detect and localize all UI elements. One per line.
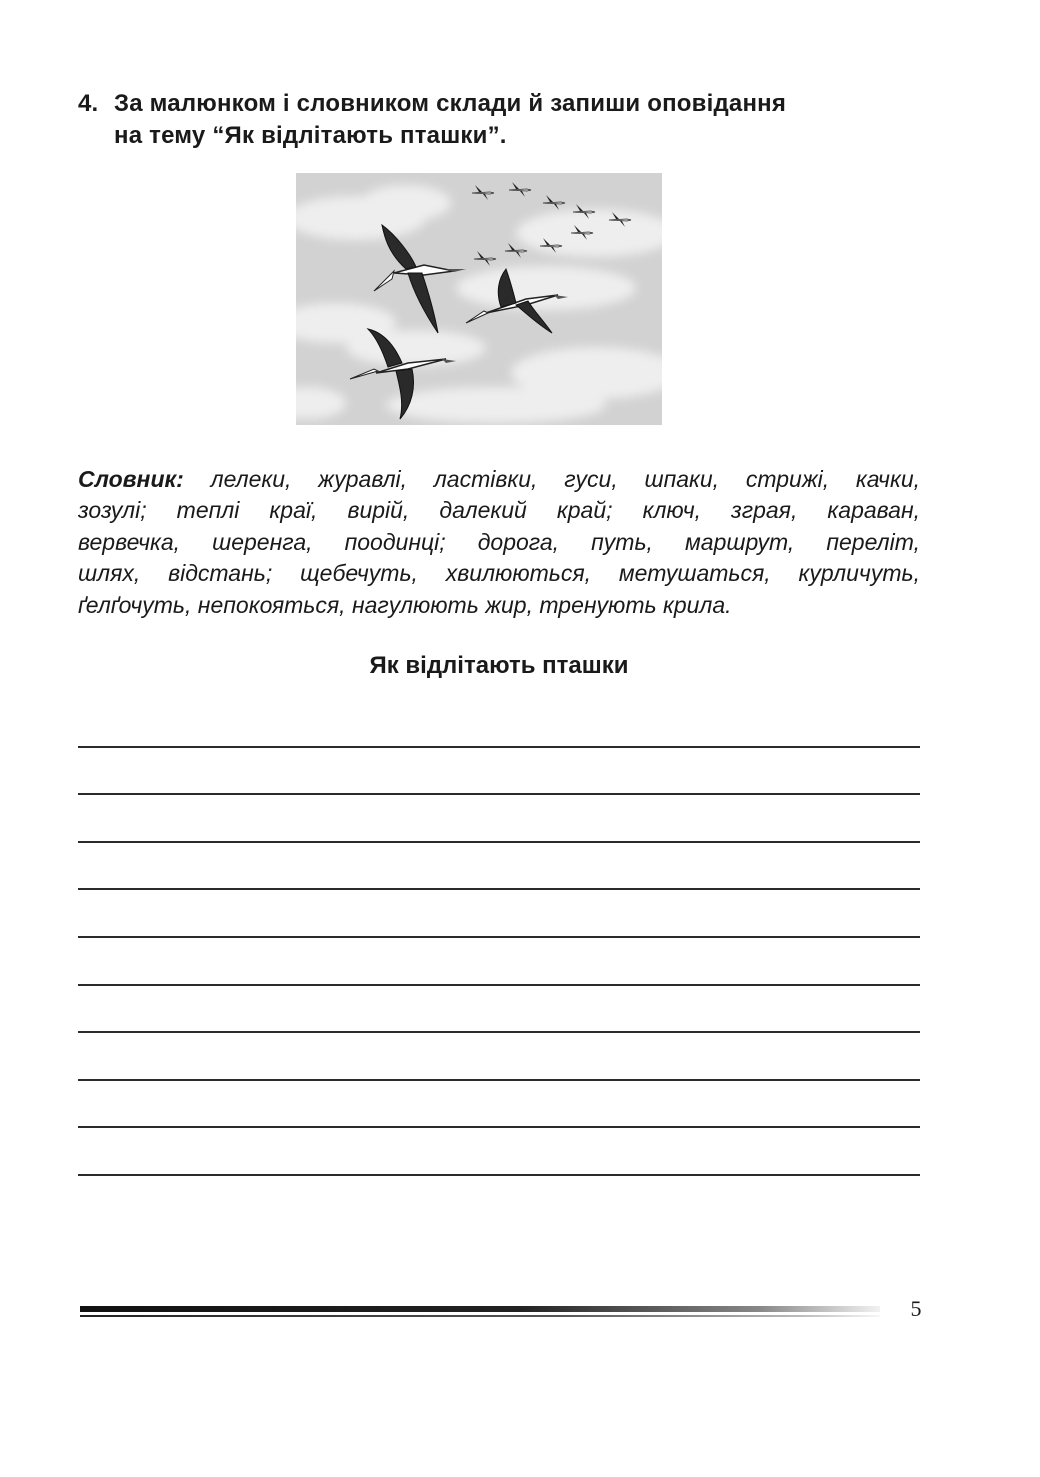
vocab-line-4: шлях, відстань; щебечуть, хвилюються, метушаться, курличуть,: [78, 560, 920, 587]
writing-line[interactable]: [78, 890, 920, 938]
vocab-line-5: ґелґочуть, непокояться, нагулюють жир, тренують крила.: [78, 591, 732, 618]
writing-line[interactable]: [78, 748, 920, 796]
vocabulary-label: Словник:: [78, 466, 184, 492]
writing-line[interactable]: [78, 843, 920, 891]
vocab-line-3: вервечка, шеренга, поодинці; дорога, путь, маршрут, переліт,: [78, 528, 920, 555]
writing-line[interactable]: [78, 1081, 920, 1129]
vocab-text-1: лелеки, журавлі, ластівки, гуси, шпаки, стрижі, качки,: [183, 466, 920, 492]
vocab-line-1: [78, 464, 920, 495]
task-number: 4.: [78, 90, 99, 117]
writing-line[interactable]: [78, 700, 920, 748]
task-line-1: [78, 88, 938, 120]
vocab-line-2: зозулі; теплі краї, вирій, далекий край; ключ, зграя, караван,: [78, 497, 920, 524]
writing-lines: [78, 700, 920, 1176]
writing-line[interactable]: [78, 795, 920, 843]
birds-illustration: [296, 173, 662, 425]
task-line-2: на тему “Як відлітають пташки”.: [114, 122, 507, 149]
page-number: 5: [910, 1296, 922, 1321]
writing-line[interactable]: [78, 1033, 920, 1081]
writing-line[interactable]: [78, 1128, 920, 1176]
story-title: Як відлітають пташки: [369, 652, 629, 679]
writing-line[interactable]: [78, 986, 920, 1034]
footer-rule-thin: [80, 1315, 880, 1317]
footer-rule-thick: [80, 1306, 880, 1312]
footer-rule: [80, 1306, 880, 1322]
task-instruction: [78, 88, 938, 152]
vocabulary-block: [78, 464, 920, 621]
task-text-1: За малюнком і словником склади й запиши оповідання: [114, 90, 787, 117]
writing-line[interactable]: [78, 938, 920, 986]
